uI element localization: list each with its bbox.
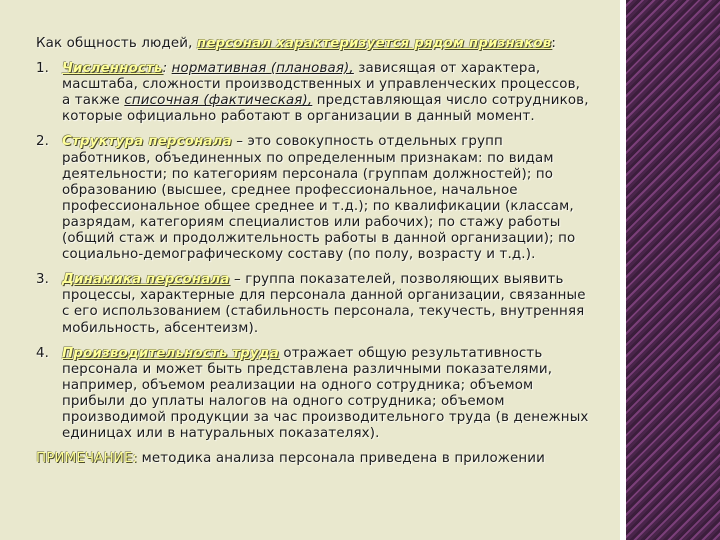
item-body: зависящая от характера, масштаба, сложности производственных и управленческих процессов, а также [62, 61, 581, 109]
item-number: 2. [36, 134, 50, 150]
item-productivity [36, 346, 592, 443]
decorative-side-panel [626, 0, 720, 540]
item-number: 4. [36, 345, 50, 361]
item-separator: : [162, 61, 172, 77]
item-dynamics [36, 272, 592, 336]
slide-content [36, 36, 592, 476]
item-body: – это совокупность отдельных групп работников, объединенных по определенным признакам: по видам деятельности; по категориям персонала (группам должностей); по образованию (высшее, среднее профессиональное, начальное профессиональное общее среднее и т.д.); по квалификации (классам, разрядам, категориям специалистов или рабочих); по стажу работы (общий стаж и продолжительность работы в данной организации); по социально-демографическому составу (по полу, возрасту и т.д.). [62, 134, 576, 263]
item-number: 3. [36, 272, 50, 288]
item-term-listed: списочная (фактическая), [124, 93, 313, 109]
item-structure [36, 134, 592, 263]
note-paragraph [36, 451, 592, 467]
note-body: методика анализа персонала приведена в приложении [137, 451, 545, 467]
item-term: Динамика персонала [62, 272, 230, 288]
intro-lead: Как общность людей, [36, 36, 197, 51]
item-body: – группа показателей, позволяющих выявить процессы, характерные для персонала данной организации, связанные с его использованием (стабильность персонала, текучесть, внутренняя мобильность, абсентеизм). [62, 272, 586, 336]
item-term-normative: нормативная (плановая), [171, 61, 354, 77]
intro-paragraph [36, 36, 592, 52]
item-term: Структура персонала [62, 134, 232, 150]
intro-tail: : [551, 36, 557, 51]
item-headcount [36, 61, 592, 125]
item-term: Численность [62, 61, 163, 77]
item-term: Производительность труда [62, 345, 279, 361]
item-body-continued: представляющая число сотрудников, которые официально работают в организации в данный момент. [62, 93, 589, 125]
intro-highlight: персонал характеризуется рядом признаков [196, 36, 552, 51]
note-label: ПРИМЕЧАНИЕ: [36, 451, 138, 467]
item-body: отражает общую результативность персонала и может быть представлена различными показателями, например, объемом реализации на одного сотрудника; объемом прибыли до уплаты налогов на одного сотрудника; объемом производимой продукции за час производительного труда (в денежных единицах или в натуральных показателях). [62, 345, 589, 442]
item-number: 1. [36, 61, 50, 77]
